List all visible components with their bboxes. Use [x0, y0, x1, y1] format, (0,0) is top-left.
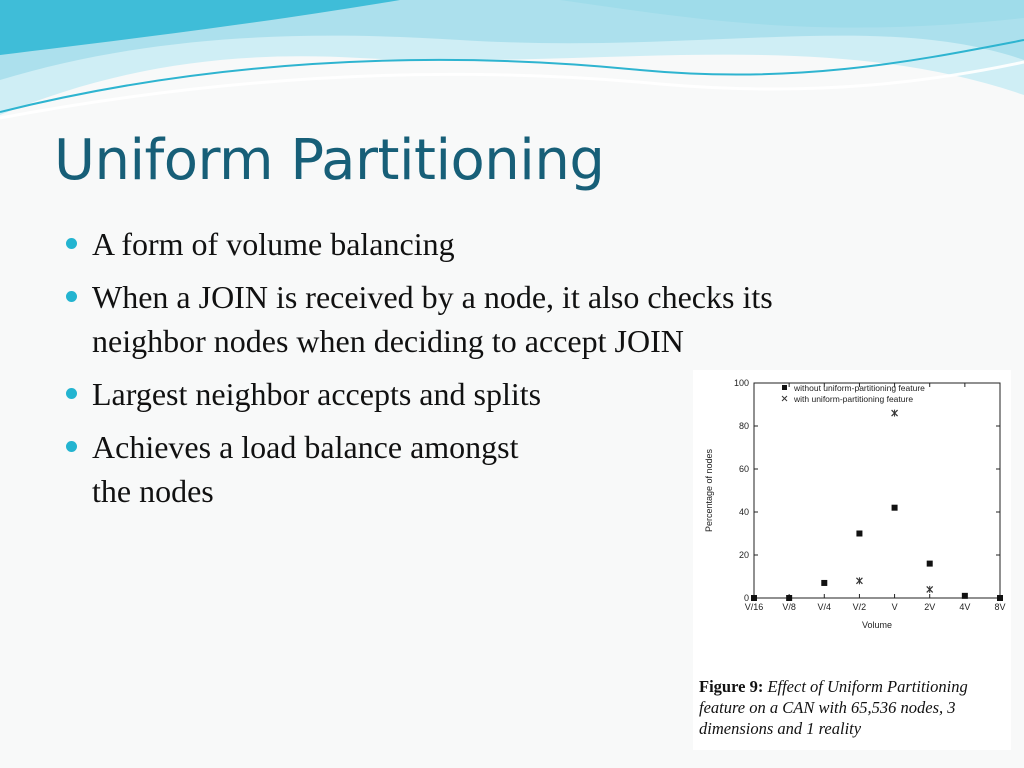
caption-text: Effect of Uniform Partitioning feature on a CAN with 65,536 nodes, 3 dimensions and 1 reality: [699, 677, 968, 738]
y-tick-label: 20: [738, 550, 749, 560]
y-tick-label: 80: [738, 421, 749, 431]
x-tick-label: V/4: [817, 602, 832, 612]
data-point-without-feature: [786, 595, 792, 601]
bullet-dot-icon: [66, 441, 77, 452]
data-point-without-feature: [927, 561, 933, 567]
bullet-dot-icon: [66, 388, 77, 399]
y-axis-label: Percentage of nodes: [704, 448, 714, 533]
data-point-without-feature: [892, 505, 898, 511]
data-point-with-feature: [927, 586, 933, 593]
data-point-without-feature: [751, 595, 757, 601]
caption-label: Figure 9:: [699, 677, 764, 696]
data-point-without-feature: [997, 595, 1003, 601]
y-tick-label: 60: [738, 464, 749, 474]
bullet-text: A form of volume balancing: [92, 226, 455, 262]
bullet-text: When a JOIN is received by a node, it also checks its: [92, 279, 773, 315]
bullet-item: [62, 275, 942, 363]
y-tick-label: 40: [738, 507, 749, 517]
bullet-dot-icon: [66, 238, 77, 249]
bullet-text-continued: neighbor nodes when deciding to accept JOIN: [92, 323, 684, 359]
y-tick-label: 100: [733, 378, 749, 388]
scatter-chart: [693, 370, 1011, 670]
bullet-dot-icon: [66, 291, 77, 302]
x-tick-label: 8V: [994, 602, 1006, 612]
bullet-text: Largest neighbor accepts and splits: [92, 376, 542, 412]
figure-panel: [693, 370, 1011, 750]
legend-entry: with uniform-partitioning feature: [794, 394, 914, 404]
data-point-without-feature: [962, 593, 968, 599]
data-point-without-feature: [856, 531, 862, 537]
plot-frame: [754, 383, 1000, 598]
bullet-text: Achieves a load balance amongst: [92, 429, 519, 465]
slide-title: Uniform Partitioning: [54, 128, 605, 193]
y-tick-label: 0: [743, 593, 749, 603]
bullet-item: [62, 222, 942, 266]
x-axis-label: Volume: [861, 620, 893, 630]
data-point-without-feature: [821, 580, 827, 586]
x-tick-label: V: [891, 602, 898, 612]
x-tick-label: V/16: [744, 602, 764, 612]
legend-marker-square: [782, 385, 787, 390]
x-tick-label: 4V: [959, 602, 971, 612]
data-point-with-feature: [856, 577, 862, 584]
x-tick-label: V/2: [852, 602, 867, 612]
legend-entry: without uniform-partitioning feature: [794, 383, 925, 393]
figure-caption: [699, 676, 1009, 739]
x-tick-label: 2V: [924, 602, 936, 612]
x-tick-label: V/8: [782, 602, 796, 612]
bullet-text-continued: the nodes: [92, 473, 214, 509]
header-wave-decoration: [0, 0, 1024, 120]
data-point-with-feature: [892, 410, 898, 417]
